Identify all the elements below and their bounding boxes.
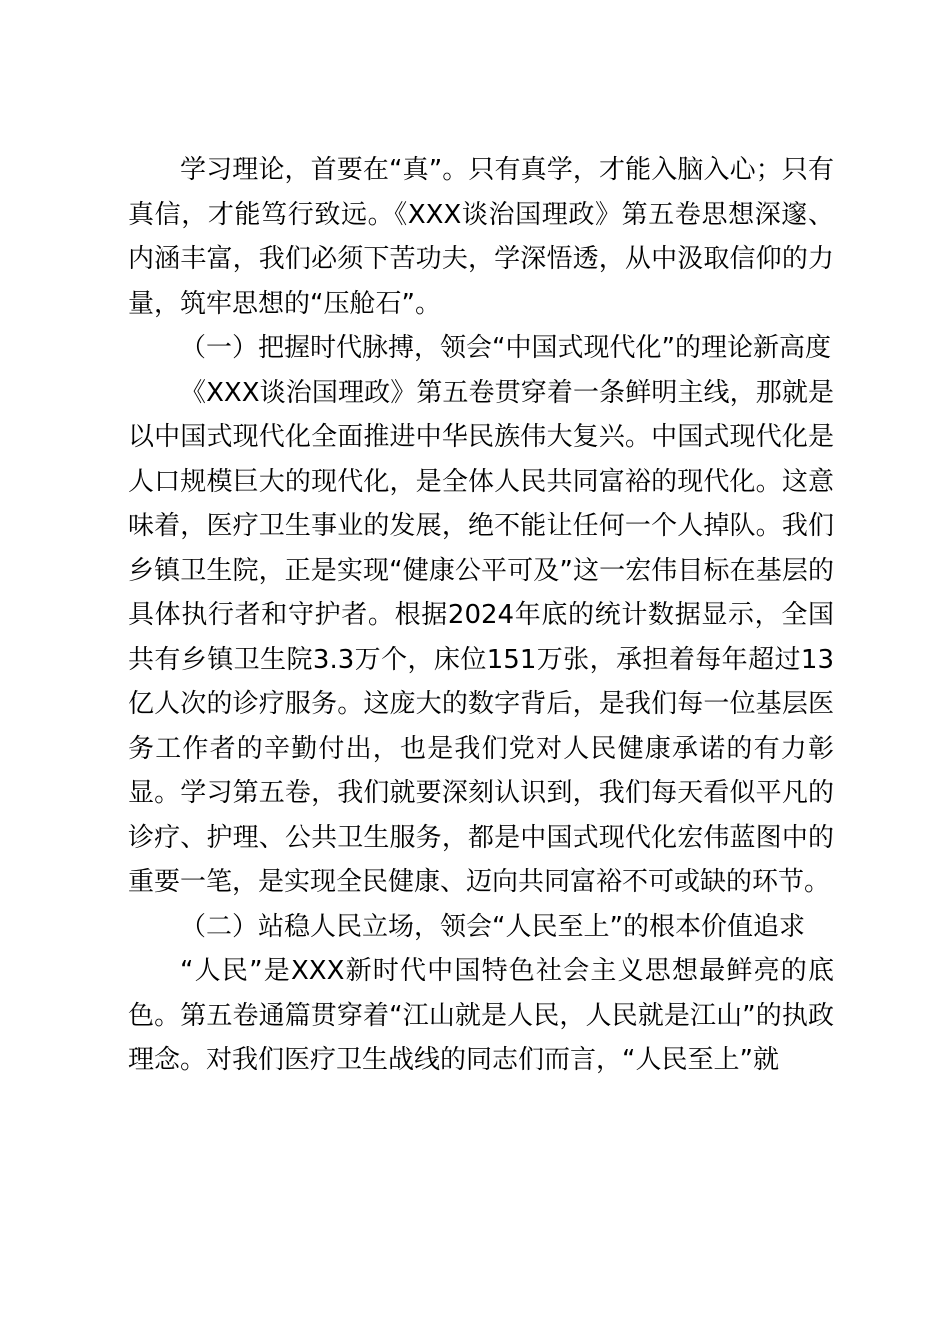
paragraph-section-1: 《XXX谈治国理政》第五卷贯穿着一条鲜明主线，那就是以中国式现代化全面推进中华民族伟大复兴。中国式现代化是人口规模巨大的现代化，是全体人民共同富裕的现代化。这意味着，医疗卫生事业的发展，绝不能让任何一个人掉队。我们乡镇卫生院，正是实现“健康公平可及”这一宏伟目标在基层的具体执行者和守护者。根据2024年底的统计数据显示，全国共有乡镇卫生院3.3万个，床位151万张，承担着每年超过13亿人次的诊疗服务。这庞大的数字背后，是我们每一位基层医务工作者的辛勤付出，也是我们党对人民健康承诺的有力彰显。学习第五卷，我们就要深刻认识到，我们每天看似平凡的诊疗、护理、公共卫生服务，都是中国式现代化宏伟蓝图中的重要一笔，是实现全民健康、迈向共同富裕不可或缺的环节。: [128, 377, 834, 897]
document-body: [128, 148, 834, 1083]
section-heading-1: （一）把握时代脉搏，领会“中国式现代化”的理论新高度: [180, 333, 831, 363]
paragraph-section-2: “人民”是XXX新时代中国特色社会主义思想最鲜亮的底色。第五卷通篇贯穿着“江山就是人民，人民就是江山”的执政理念。对我们医疗卫生战线的同志们而言，“人民至上”就: [128, 956, 834, 1075]
section-heading-2: （二）站稳人民立场，领会“人民至上”的根本价值追求: [180, 911, 805, 942]
paragraph-intro: 学习理论，首要在“真”。只有真学，才能入脑入心；只有真信，才能笃行致远。《XXX谈治国理政》第五卷思想深邃、内涵丰富，我们必须下苦功夫，学深悟透，从中汲取信仰的力量，筑牢思想的“压舱石”。: [128, 155, 834, 319]
